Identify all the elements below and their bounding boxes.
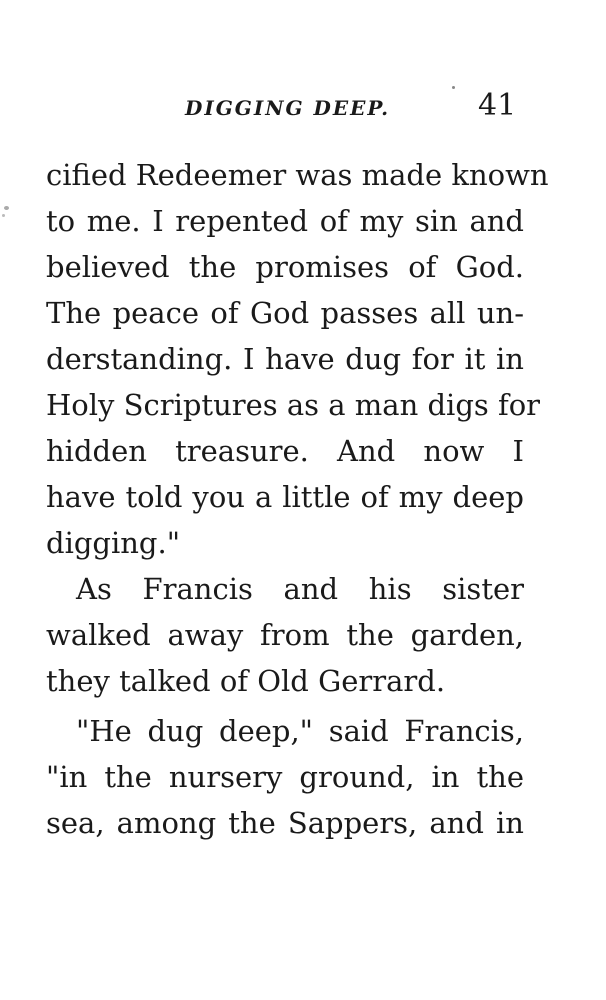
- text-line: The peace of God passes all un-: [46, 296, 524, 330]
- text-line: "He dug deep," said Francis,: [76, 714, 524, 748]
- running-title: DIGGING DEEP.: [185, 96, 391, 120]
- text-line: As Francis and his sister: [76, 572, 524, 606]
- text-line: "in the nursery ground, in the: [46, 760, 524, 794]
- text-line: cified Redeemer was made known: [46, 158, 549, 192]
- running-head: [0, 88, 606, 128]
- text-line: hidden treasure. And now I: [46, 434, 524, 468]
- text-line: derstanding. I have dug for it in: [46, 342, 524, 376]
- text-line: sea, among the Sappers, and in: [46, 806, 524, 840]
- text-line: walked away from the garden,: [46, 618, 524, 652]
- text-line: Holy Scriptures as a man digs for: [46, 388, 541, 422]
- page-number: 41: [478, 88, 517, 123]
- text-line: believed the promises of God.: [46, 250, 524, 284]
- paper-speck: [4, 206, 9, 210]
- body-text: [46, 152, 549, 846]
- text-line: to me. I repented of my sin and: [46, 204, 524, 238]
- paper-speck: [2, 214, 5, 217]
- text-line: have told you a little of my deep: [46, 480, 524, 514]
- text-line: digging.": [46, 526, 181, 560]
- text-line: they talked of Old Gerrard.: [46, 664, 446, 698]
- paper-speck: [452, 86, 455, 89]
